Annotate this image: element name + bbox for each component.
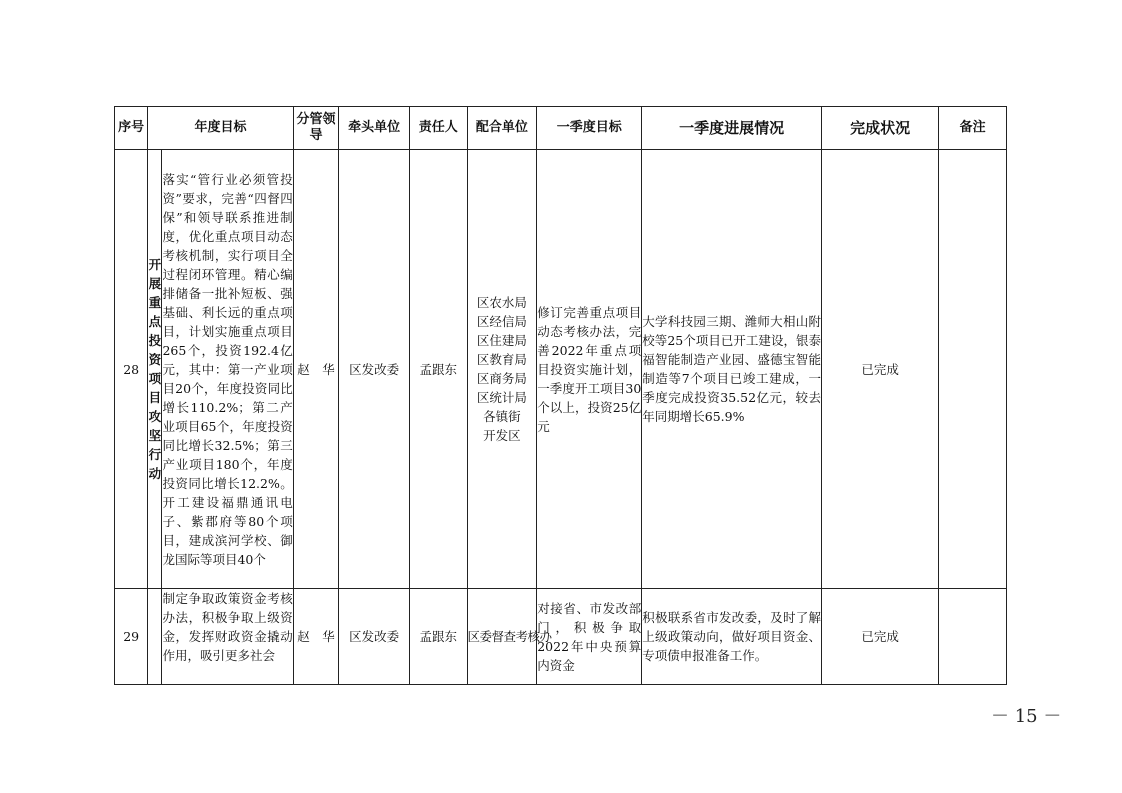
category-char: 项 [148, 371, 162, 386]
table-row [115, 150, 1007, 589]
header-no: 序号 [115, 107, 148, 150]
header-q1-goal: 一季度目标 [537, 107, 642, 150]
q1-goal-cell: 对接省、市发改部门，积极争取2022年中央预算内资金 [537, 589, 642, 685]
category-char: 动 [148, 466, 162, 481]
category-char: 开 [148, 257, 162, 272]
row-no: 29 [115, 589, 148, 685]
page-number: － 15 － [991, 706, 1062, 727]
header-lead-unit: 牵头单位 [339, 107, 410, 150]
leader-cell: 赵 华 [293, 150, 338, 589]
leader-cell: 赵 华 [293, 589, 338, 685]
coop-unit: 开发区 [483, 428, 521, 443]
header-leader: 分管领导 [293, 107, 338, 150]
q1-progress-cell: 大学科技园三期、潍师大相山附校等25个项目已开工建设，银泰福智能制造产业园、盛德宝智能制造等7个项目已竣工建成，一季度完成投资35.52亿元，较去年同期增长65.9% [642, 150, 822, 589]
category-text [148, 255, 161, 483]
responsible-cell: 孟跟东 [409, 150, 467, 589]
coop-unit: 区农水局 [476, 295, 527, 310]
coop-unit: 区统计局 [476, 390, 527, 405]
responsible-cell: 孟跟东 [409, 589, 467, 685]
notes-cell [939, 589, 1007, 685]
annual-goal-cell: 落实“管行业必须管投资”要求，完善“四督四保”和领导联系推进制度，优化重点项目动态考核机制，实行项目全过程闭环管理。精心编排储备一批补短板、强基础、利长远的重点项目，计划实施重点项目265个，投资192.4亿元，其中：第一产业项目20个，年度投资同比增长110.2%；第二产业项目65个，年度投资同比增长32.5%；第三产业项目180个，年度投资同比增长12.2%。开工建设福鼎通讯电子、紫郡府等80个项目，建成滨河学校、御龙国际等项目40个 [162, 150, 293, 589]
category-char: 点 [148, 314, 162, 329]
category-label [148, 150, 162, 589]
coop-unit: 各镇街 [483, 409, 521, 424]
table-row [115, 589, 1007, 685]
status-cell: 已完成 [822, 589, 939, 685]
notes-cell [939, 150, 1007, 589]
annual-goal-cell: 制定争取政策资金考核办法，积极争取上级资金，发挥财政资金撬动作用，吸引更多社会 [162, 589, 293, 685]
category-char: 目 [148, 390, 162, 405]
category-char: 资 [148, 352, 162, 367]
header-q1-progress: 一季度进展情况 [642, 107, 822, 150]
lead-unit-cell: 区发改委 [339, 150, 410, 589]
category-label [148, 589, 162, 685]
category-char: 重 [148, 295, 162, 310]
coop-unit-cell [467, 150, 537, 589]
category-char: 行 [148, 447, 162, 462]
header-coop-unit: 配合单位 [467, 107, 537, 150]
category-char: 攻 [148, 409, 162, 424]
row-no: 28 [115, 150, 148, 589]
q1-progress-cell: 积极联系省市发改委，及时了解上级政策动向，做好项目资金、专项债申报准备工作。 [642, 589, 822, 685]
category-char: 投 [148, 333, 162, 348]
table-header-row [115, 107, 1007, 150]
status-cell: 已完成 [822, 150, 939, 589]
coop-unit: 区教育局 [476, 352, 527, 367]
category-char: 坚 [148, 428, 162, 443]
category-char: 展 [148, 276, 162, 291]
coop-unit: 区商务局 [476, 371, 527, 386]
header-annual-goal: 年度目标 [148, 107, 293, 150]
coop-unit: 区住建局 [476, 333, 527, 348]
coop-unit: 区经信局 [476, 314, 527, 329]
coop-unit-cell: 区委督查考核办 [467, 589, 537, 685]
header-status: 完成状况 [822, 107, 939, 150]
header-responsible: 责任人 [409, 107, 467, 150]
header-notes: 备注 [939, 107, 1007, 150]
q1-goal-cell: 修订完善重点项目动态考核办法，完善2022年重点项目投资实施计划，一季度开工项目30个以上，投资25亿元 [537, 150, 642, 589]
lead-unit-cell: 区发改委 [339, 589, 410, 685]
progress-table [114, 106, 1007, 685]
